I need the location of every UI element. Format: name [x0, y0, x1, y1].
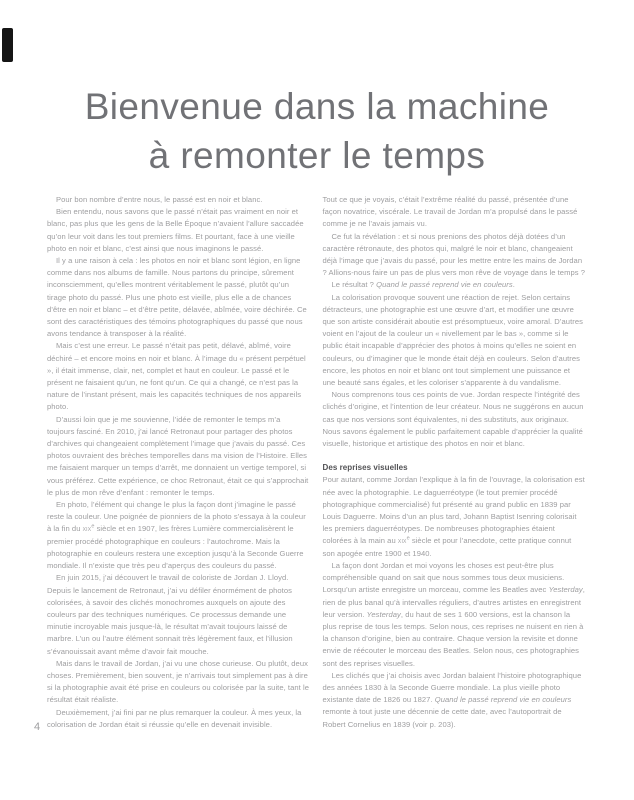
paragraph: Pour bon nombre d’entre nous, le passé est en noir et blanc. [56, 195, 263, 204]
paragraph: Pour autant, comme Jordan l’explique à la fin de l’ouvrage, la colorisation est née avec la photographie. Le daguerréotype (le tout premier procédé photographique commercialisé) fut présenté au grand public en 1839 par Louis Daguerre. Moins d’un an plus tard, Johann Baptist Isenring colorisait les premiers daguerréotypes. De nombreuses photographies étaient colorées à la main au xix$^e$ siècle et pour l’anecdote, cette pratique connut son apogée entre 1900 et 1940. [322, 475, 585, 558]
paragraph: En photo, l’élément qui change le plus la façon dont j’imagine le passé reste la couleur. Une poignée de pionniers de la photo s’essaya à la couleur à la fin du xix$^e$ siècle et en 1907, les frères Lumière commercialisèrent le premier procédé photographique en couleurs : l’autochrome. Mais la photographie en couleurs restera une exception jusqu’à la Seconde Guerre mondiale. Il n’existe que très peu d’aperçus des couleurs du passé. [47, 500, 306, 571]
text-column-right [323, 194, 586, 731]
paragraph: Mais c’est une erreur. Le passé n’était pas petit, délavé, abîmé, voire déchiré – et encore moins en noir et blanc. À l’image du « présent perpétuel », il était immense, clair, net, complet et haut en couleur. Le passé et le présent ne faisaient qu’un, ne font qu’un. Ce qui a changé, ce n’est pas la nature de l’instant présent, mais les capacités techniques de nos appareils photo. [47, 341, 306, 412]
paragraph: Mais dans le travail de Jordan, j’ai vu une chose curieuse. Ou plutôt, deux choses. Premièrement, bien souvent, je n’arrivais tout simplement pas à dire si la photographie avait été prise en couleurs ou colorisée par la suite, tant le résultat était réaliste. [47, 658, 309, 705]
paragraph: Bien entendu, nous savons que le passé n’était pas vraiment en noir et blanc, pas plus que les gens de la Belle Époque n’avaient l’allure saccadée qu’on leur voit dans les tout premiers films. Et pourtant, face à une vieille photo en noir et blanc, c’est ainsi que nous imaginons le passé. [47, 207, 304, 253]
page-title-line-2: à remonter le temps [148, 135, 486, 176]
paragraph: Nous comprenons tous ces points de vue. Jordan respecte l’intégrité des clichés d’origine, et l’intention de leur créateur. Nous ne suggérons en aucun cas que nos versions sont équivalentes, ni des substituts, aux originaux. Nous savons également le public parfaitement capable d’apprécier la qualité visuelle, historique et artistique des photos en noir et blanc. [322, 390, 584, 449]
paragraph: D’aussi loin que je me souvienne, l’idée de remonter le temps m’a toujours fasciné. En 2010, j’ai lancé Retronaut pour partager des photos d’archives qui changeaient complètement l’image que j’avais du passé. Ces photos ouvraient des brèches temporelles dans ma vision de l’Histoire. Elles me faisaient marquer un temps d’arrêt, me donnaient un vertige temporel, si vous préférez. Cette expérience, ce choc Retronaut, était ce qui s’approchait le plus de mon rêve d’enfant : remonter le temps. [47, 414, 309, 497]
paragraph: La colorisation provoque souvent une réaction de rejet. Selon certains détracteurs, une photographie est une œuvre d’art, et modifier une œuvre que son artiste considérait aboutie est présomptueux, voire amoral. D’autres voient en l’ajout de la couleur un « nivellement par le bas », comme si le public était incapable d’apprécier des photos à moins qu’elles ne soient en couleurs, ou d’imaginer que le monde était déjà en couleurs. Selon d’autres encore, les photos en noir et blanc ont tout simplement une puissance et une beauté sans égales, et les coloriser s’apparente à du vandalisme. [322, 292, 583, 388]
page-number: 4 [34, 721, 41, 733]
paragraph: Le résultat ? Quand le passé reprend vie en couleurs. [331, 280, 515, 290]
paragraph: Deuxièmement, j’ai fini par ne plus remarquer la couleur. À mes yeux, la colorisation de Jordan était si réussie qu’elle en devenait invisible. [47, 707, 302, 729]
page-title-line-1: Bienvenue dans la machine [84, 86, 550, 127]
section-heading: Des reprises visuelles [322, 463, 408, 473]
paragraph: En juin 2015, j’ai découvert le travail de coloriste de Jordan J. Lloyd. Depuis le lancement de Retronaut, j’ai vu défiler énormément de photos colorisées, à savoir des clichés monochromes auxquels on ajoute des couleurs par des techniques numériques. Ce processus demande une minutie incroyable mais jusque-là, le résultat m’avait toujours laissé de marbre. L’un ou l’autre élément sonnait très légèrement faux, et l’illusion s’évanouissait avant même d’avoir fait mouche. [47, 573, 293, 656]
page-title [20, 82, 614, 180]
paragraph: Les clichés que j’ai choisis avec Jordan balaient l’histoire photographique des années 1830 à la Seconde Guerre mondiale. La plus vieille photo existante date de 1826 ou 1827. Quand le passé reprend vie en couleurs remonte à tout juste une décennie de cette date, avec l’autoportrait de Robert Cornelius en 1839 (voir p. 203). [322, 670, 582, 729]
paragraph: La façon dont Jordan et moi voyons les choses est peut-être plus compréhensible quand on sait que nous sommes tous deux musiciens. Lorsqu’un artiste enregistre un morceau, comme les Beatles avec Yesterday, rien de plus banal qu’à intervalles réguliers, d’autres artistes en enregistrent leur version. Yesterday, du haut de ses 1 600 versions, est la chanson la plus reprise de tous les temps. Selon nous, ces reprises ne nuisent en rien à la chanson d’origine, bien au contraire. Chaque version la revisite et donne envie de réécouter le morceau des Beatles. Selon nous, ces photographies sont des reprises visuelles. [322, 560, 585, 668]
paragraph: Il y a une raison à cela : les photos en noir et blanc sont légion, en ligne comme dans nos albums de famille. Nous partons du principe, sûrement inconsciemment, qu’elles montrent véritablement le passé, plutôt qu’un tirage photo du passé. Plus une photo est vieille, plus elle a de chances d’être en noir et blanc – et d’être petite, délavée, abîmée, voire déchirée. Ce sont des caractéristiques des témoins photographiques du passé que nous avons tendance à transposer à la réalité. [47, 256, 307, 339]
text-columns [47, 194, 585, 731]
page-edge-tab [2, 28, 13, 62]
paragraph: Tout ce que je voyais, c’était l’extrême réalité du passé, présentée d’une façon novatrice, viscérale. Le travail de Jordan m’a propulsé dans le passé comme je ne l’avais jamais vu. [322, 195, 578, 229]
paragraph: Ce fut la révélation : et si nous prenions des photos déjà dotées d’un caractère rétronaute, des photos qui, malgré le noir et blanc, changeaient déjà l’image que j’avais du passé, pour les mettre entre les mains de Jordan ? Allions-nous faire un pas de plus vers mon rêve de voyage dans le temps ? [322, 231, 586, 278]
text-column-left [47, 194, 310, 731]
